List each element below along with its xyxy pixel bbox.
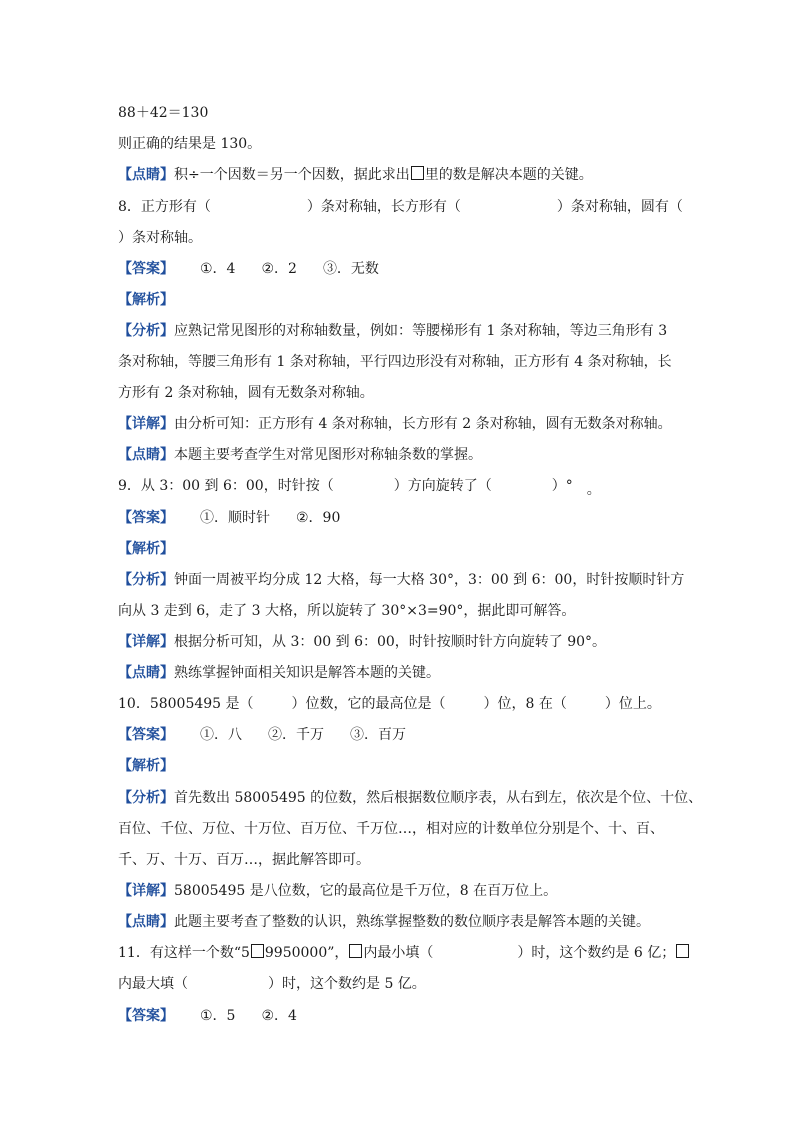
q9-fenxi-1: 【分析】钟面一周被平均分成 12 大格，每一大格 30°，3：00 到 6：00，时针按顺时针方 (118, 572, 685, 588)
answer-label: 【答案】 (118, 1008, 174, 1024)
q8-stem-cont: ）条对称轴。 (118, 230, 202, 246)
q9-answer: 【答案】 ①．顺时针 ②．90 (118, 510, 341, 526)
q8-dianjing: 【点睛】本题主要考查学生对常见图形对称轴条数的掌握。 (118, 447, 482, 463)
q7-calc: 88＋42＝130 (118, 105, 209, 121)
q8-fenxi-2: 条对称轴，等腰三角形有 1 条对称轴，平行四边形没有对称轴，正方形有 4 条对称轴，长 (118, 354, 672, 370)
answer-label: 【答案】 (118, 510, 174, 526)
q10-fenxi-3: 千、万、十万、百万…，据此解答即可。 (118, 852, 370, 868)
answer-label: 【答案】 (118, 727, 174, 743)
empty-box-icon (676, 944, 689, 958)
q9-stem: 9．从 3：00 到 6：00，时针按（ ）方向旋转了（ ）° 。 (118, 478, 601, 498)
q10-jiexi: 【解析】 (118, 758, 174, 774)
q10-stem: 10．58005495 是（ ）位数，它的最高位是（ ）位，8 在（ ）位上。 (118, 696, 661, 712)
q9-dianjing: 【点睛】熟练掌握钟面相关知识是解答本题的关键。 (118, 665, 440, 681)
q7-dianjing: 【点睛】积÷一个因数＝另一个因数，据此求出 里的数是解决本题的关键。 (118, 167, 593, 183)
q8-fenxi-1: 【分析】应熟记常见图形的对称轴数量，例如：等腰梯形有 1 条对称轴，等边三角形有 3 (118, 323, 668, 339)
q8-xiangjie: 【详解】由分析可知：正方形有 4 条对称轴，长方形有 2 条对称轴，圆有无数条对称轴。 (118, 416, 672, 432)
q8-answer: 【答案】 ①．4 ②．2 ③．无数 (118, 261, 379, 277)
q10-dianjing: 【点睛】此题主要考查了整数的认识，熟练掌握整数的数位顺序表是解答本题的关键。 (118, 914, 650, 930)
dianjing-label: 【点睛】 (118, 167, 174, 183)
empty-box-icon (411, 166, 424, 180)
empty-box-icon (251, 944, 264, 958)
q9-jiexi: 【解析】 (118, 541, 174, 557)
empty-box-icon (349, 944, 362, 958)
q8-fenxi-3: 方形有 2 条对称轴，圆有无数条对称轴。 (118, 385, 374, 401)
q9-fenxi-2: 向从 3 走到 6，走了 3 大格，所以旋转了 30°×3=90°，据此即可解答。 (118, 603, 576, 619)
q10-answer: 【答案】 ①．八 ②．千万 ③．百万 (118, 727, 406, 743)
q8-stem: 8．正方形有（ ）条对称轴，长方形有（ ）条对称轴，圆有（ (118, 199, 683, 215)
answer-label: 【答案】 (118, 261, 174, 277)
q11-stem-cont: 内最大填（ ）时，这个数约是 5 亿。 (118, 976, 426, 992)
q10-xiangjie: 【详解】58005495 是八位数，它的最高位是千万位，8 在百万位上。 (118, 883, 558, 899)
q9-xiangjie: 【详解】根据分析可知，从 3：00 到 6：00，时针按顺时针方向旋转了 90°。 (118, 634, 607, 650)
q10-fenxi-2: 百位、千位、万位、十万位、百万位、千万位…，相对应的计数单位分别是个、十、百、 (118, 821, 664, 837)
q8-jiexi: 【解析】 (118, 292, 174, 308)
q7-result: 则正确的结果是 130。 (118, 136, 262, 152)
q10-fenxi-1: 【分析】首先数出 58005495 的位数，然后根据数位顺序表，从右到左，依次是个位、十位、 (118, 790, 703, 806)
q11-answer: 【答案】 ①．5 ②．4 (118, 1008, 297, 1024)
q11-stem: 11．有这样一个数“5 9950000”， 内最小填（ ）时，这个数约是 6 亿； (118, 942, 676, 964)
